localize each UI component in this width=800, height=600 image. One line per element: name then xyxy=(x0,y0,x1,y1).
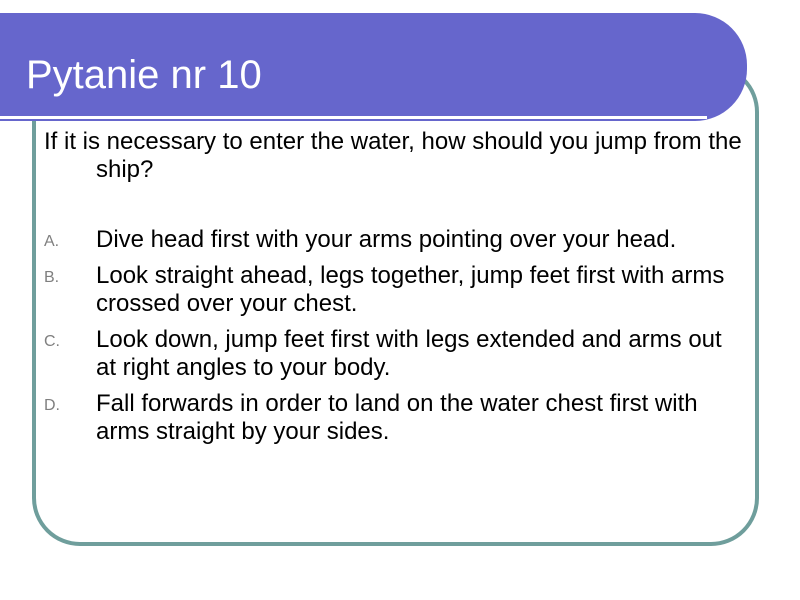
option-b-letter: B. xyxy=(44,269,60,286)
slide-title: Pytanie nr 10 xyxy=(26,53,262,97)
question-text: If it is necessary to enter the water, how should you jump from the ship? xyxy=(44,128,742,183)
option-b xyxy=(44,262,744,318)
answer-options xyxy=(44,226,744,446)
option-a xyxy=(44,226,744,254)
slide-content xyxy=(44,128,744,454)
title-bar xyxy=(0,13,747,121)
option-d-text: Fall forwards in order to land on the water chest first with arms straight by your sides. xyxy=(96,390,698,445)
option-d-letter: D. xyxy=(44,397,60,414)
option-a-letter: A. xyxy=(44,233,60,250)
option-a-text: Dive head first with your arms pointing over your head. xyxy=(96,226,677,253)
option-c-text: Look down, jump feet first with legs extended and arms out at right angles to your body. xyxy=(96,326,722,381)
option-c-letter: C. xyxy=(44,333,60,350)
option-c xyxy=(44,326,744,382)
option-d xyxy=(44,390,744,446)
option-b-text: Look straight ahead, legs together, jump feet first with arms crossed over your chest. xyxy=(96,262,725,317)
title-underline xyxy=(0,116,707,119)
